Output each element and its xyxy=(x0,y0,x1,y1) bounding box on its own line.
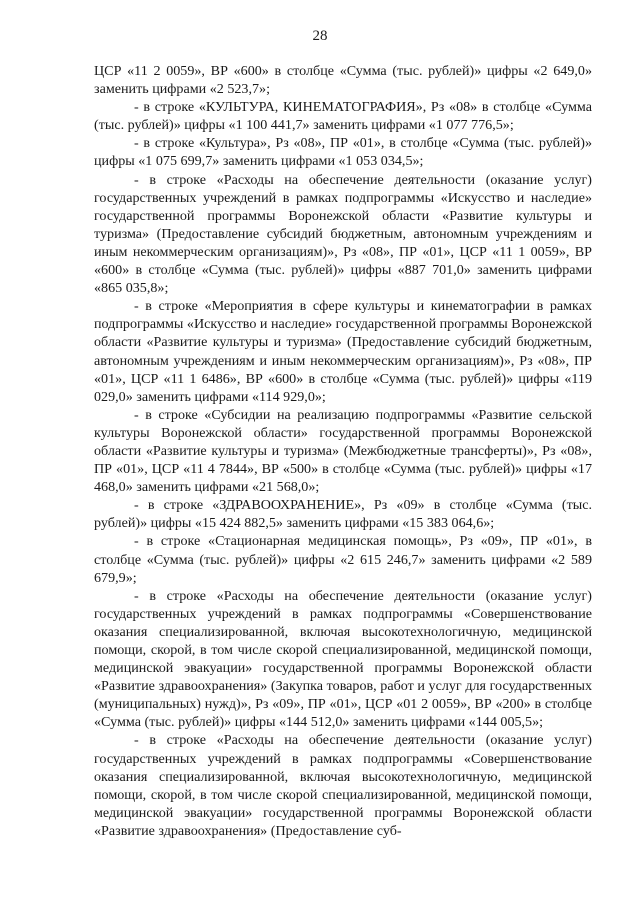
paragraph: - в строке «ЗДРАВООХРАНЕНИЕ», Рз «09» в столбце «Сумма (тыс. рублей)» цифры «15 424 882,5» заменить цифрами «15 383 064,6»; xyxy=(94,497,592,532)
paragraph: - в строке «Расходы на обеспечение деятельности (оказание услуг) государственных учреждений в рамках подпрограммы «Совершенствование оказания специализированной, включая высокотехнологичную, медицинской помощи, скорой, в том числе скорой специализированной, медицинской помощи, медицинской эвакуации» государственной программы Воронежской области «Развитие здравоохранения» (Предоставление суб- xyxy=(94,732,592,839)
paragraph: - в строке «Культура», Рз «08», ПР «01», в столбце «Сумма (тыс. рублей)» цифры «1 075 699,7» заменить цифрами «1 053 034,5»; xyxy=(94,135,592,170)
paragraph: - в строке «КУЛЬТУРА, КИНЕМАТОГРАФИЯ», Рз «08» в столбце «Сумма (тыс. рублей)» цифры «1 100 441,7» заменить цифрами «1 077 776,5»; xyxy=(94,99,592,134)
paragraph: - в строке «Стационарная медицинская помощь», Рз «09», ПР «01», в столбце «Сумма (тыс. рублей)» цифры «2 615 246,7» заменить цифрами «2 589 679,9»; xyxy=(94,533,592,586)
paragraph: - в строке «Мероприятия в сфере культуры и кинематографии в рамках подпрограммы «Искусство и наследие» государственной программы Воронежской области «Развитие культуры и туризма» (Предоставление субсидий бюджетным, автономным учреждениям и иным некоммерческим организациям)», Рз «08», ПР «01», ЦСР «11 1 6486», ВР «600» в столбце «Сумма (тыс. рублей)» цифры «119 029,0» заменить цифрами «114 929,0»; xyxy=(94,298,592,405)
paragraph: - в строке «Расходы на обеспечение деятельности (оказание услуг) государственных учреждений в рамках подпрограммы «Совершенствование оказания специализированной, включая высокотехнологичную, медицинской помощи, скорой, в том числе скорой специализированной, медицинской помощи, медицинской эвакуации» государственной программы Воронежской области «Развитие здравоохранения» (Закупка товаров, работ и услуг для государственных (муниципальных) нужд)», Рз «09», ПР «01», ЦСР «01 2 0059», ВР «200» в столбце «Сумма (тыс. рублей)» цифры «144 512,0» заменить цифрами «144 005,5»; xyxy=(94,587,592,731)
document-body xyxy=(94,62,592,840)
paragraph: ЦСР «11 2 0059», ВР «600» в столбце «Сумма (тыс. рублей)» цифры «2 649,0» заменить цифрами «2 523,7»; xyxy=(94,63,592,98)
paragraph: - в строке «Расходы на обеспечение деятельности (оказание услуг) государственных учреждений в рамках подпрограммы «Искусство и наследие» государственной программы Воронежской области «Развитие культуры и туризма» (Предоставление субсидий бюджетным, автономным учреждениям и иным некоммерческим организациям)», Рз «08», ПР «01», ЦСР «11 1 0059», ВР «600» в столбце «Сумма (тыс. рублей)» цифры «887 701,0» заменить цифрами «865 035,8»; xyxy=(94,171,592,297)
page-number: 28 xyxy=(312,28,328,44)
paragraph: - в строке «Субсидии на реализацию подпрограммы «Развитие сельской культуры Воронежской области» государственной программы Воронежской области «Развитие культуры и туризма» (Межбюджетные трансферты)», Рз «08», ПР «01», ЦСР «11 4 7844», ВР «500» в столбце «Сумма (тыс. рублей)» цифры «17 468,0» заменить цифрами «21 568,0»; xyxy=(94,406,592,496)
